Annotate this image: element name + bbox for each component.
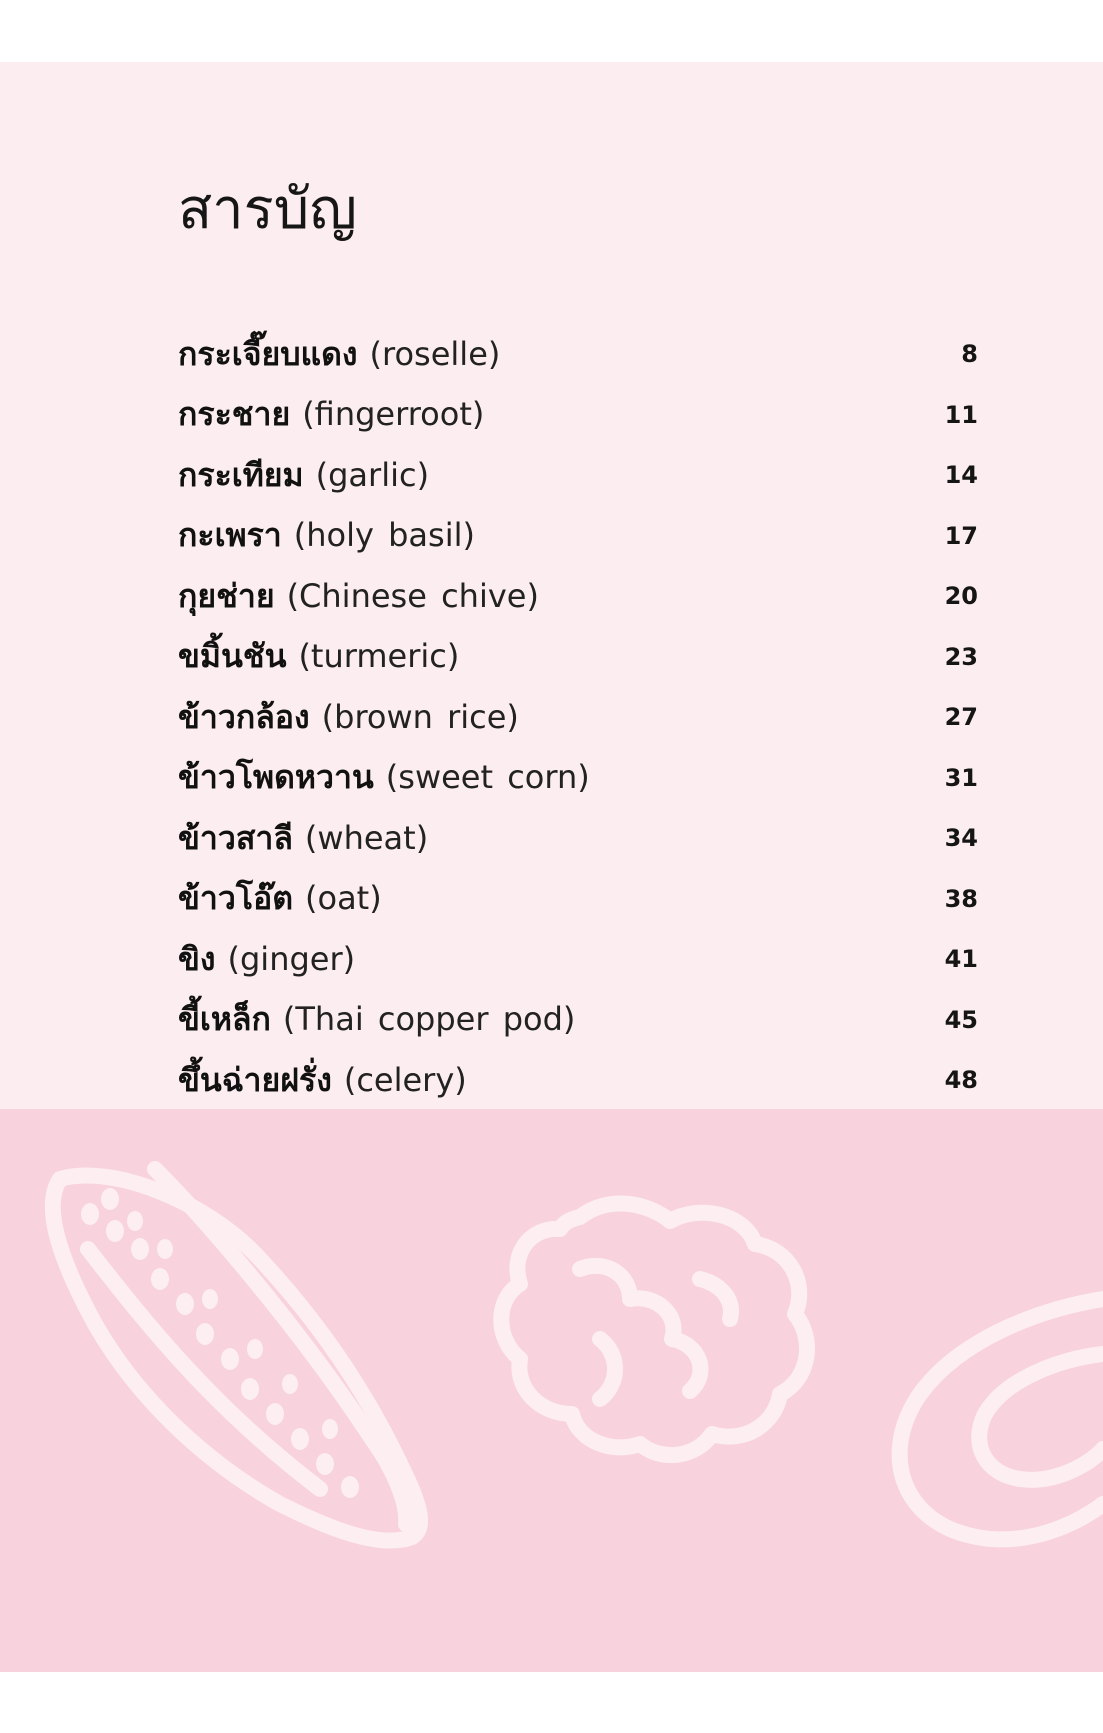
contents-section: [0, 62, 1103, 1109]
avocado-outer: [900, 1299, 1103, 1539]
entry-name: [178, 510, 475, 561]
entry-page-number: 34: [944, 824, 978, 853]
entry-page-number: 31: [944, 763, 978, 792]
entry-page-number: 41: [944, 945, 978, 974]
cauliflower-inner-florets: [580, 1266, 731, 1399]
entry-name: [178, 571, 539, 622]
toc-entry-wheat[interactable]: [178, 808, 978, 869]
entry-page-number: 20: [944, 582, 978, 611]
entry-name: [178, 994, 575, 1045]
entry-page-number: 8: [961, 340, 978, 369]
toc-entry-garlic[interactable]: [178, 445, 978, 506]
toc-entry-holy-basil[interactable]: [178, 506, 978, 567]
toc-entry-sweet-corn[interactable]: [178, 748, 978, 809]
entry-english-name: (turmeric): [298, 637, 460, 676]
cauliflower-outline: [501, 1204, 807, 1456]
entry-thai-name: ขิง: [178, 939, 216, 978]
entry-thai-name: ขี้เหล็ก: [178, 1000, 271, 1039]
entry-name: [178, 813, 428, 864]
entry-thai-name: กระชาย: [178, 395, 291, 434]
entry-english-name: (Chinese chive): [286, 576, 539, 615]
toc-entry-roselle[interactable]: [178, 324, 978, 385]
entry-name: [178, 692, 519, 743]
entry-thai-name: ขึ้นฉ่ายฝรั่ง: [178, 1060, 332, 1099]
page-title: สารบัญ: [178, 177, 357, 242]
entry-name: [178, 389, 484, 440]
entry-thai-name: กุยช่าย: [178, 576, 275, 615]
book-page: [0, 62, 1103, 1672]
entry-page-number: 14: [944, 461, 978, 490]
toc-entry-fingerroot[interactable]: [178, 385, 978, 446]
corn-husk-leaf: [155, 1169, 406, 1524]
entry-page-number: 45: [944, 1005, 978, 1034]
entry-name: [178, 934, 355, 985]
cauliflower-illustration: [501, 1204, 807, 1456]
toc-entry-brown-rice[interactable]: [178, 687, 978, 748]
entry-name: [178, 450, 429, 501]
entry-page-number: 27: [944, 703, 978, 732]
toc-entry-chinese-chive[interactable]: [178, 566, 978, 627]
entry-page-number: 11: [944, 400, 978, 429]
entry-english-name: (Thai copper pod): [282, 1000, 576, 1039]
entry-english-name: (oat): [305, 879, 382, 918]
entry-english-name: (fingerroot): [302, 395, 485, 434]
entry-thai-name: ขมิ้นชัน: [178, 637, 287, 676]
entry-english-name: (roselle): [369, 334, 501, 373]
entry-thai-name: กะเพรา: [178, 516, 282, 555]
entry-thai-name: ข้าวโอ๊ต: [178, 879, 293, 918]
entry-name: [178, 329, 500, 380]
toc-entry-turmeric[interactable]: [178, 627, 978, 688]
entry-english-name: (wheat): [304, 818, 429, 857]
entry-page-number: 17: [944, 521, 978, 550]
entry-english-name: (celery): [343, 1060, 467, 1099]
entry-thai-name: ข้าวกล้อง: [178, 697, 310, 736]
vegetable-illustrations: [0, 1109, 1103, 1672]
entry-name: [178, 752, 590, 803]
entry-thai-name: กระเจี๊ยบแดง: [178, 334, 358, 373]
entry-page-number: 23: [944, 642, 978, 671]
toc-entry-thai-copper-pod[interactable]: [178, 990, 978, 1051]
toc-entry-oat[interactable]: [178, 869, 978, 930]
entry-thai-name: ข้าวสาลี: [178, 818, 293, 857]
entry-english-name: (holy basil): [293, 516, 475, 555]
entry-thai-name: ข้าวโพดหวาน: [178, 758, 374, 797]
entry-name: [178, 1055, 467, 1106]
entry-english-name: (brown rice): [321, 697, 519, 736]
avocado-pit: [979, 1354, 1103, 1480]
entry-english-name: (garlic): [315, 455, 430, 494]
table-of-contents: [178, 324, 978, 1111]
entry-english-name: (sweet corn): [385, 758, 590, 797]
entry-page-number: 38: [944, 884, 978, 913]
avocado-illustration: [900, 1299, 1103, 1539]
entry-name: [178, 873, 382, 924]
toc-entry-celery[interactable]: [178, 1050, 978, 1111]
entry-english-name: (ginger): [227, 939, 356, 978]
entry-page-number: 48: [944, 1066, 978, 1095]
toc-entry-ginger[interactable]: [178, 929, 978, 990]
entry-thai-name: กระเทียม: [178, 455, 304, 494]
corn-illustration: [53, 1169, 420, 1541]
illustration-band: [0, 1109, 1103, 1672]
entry-name: [178, 631, 459, 682]
